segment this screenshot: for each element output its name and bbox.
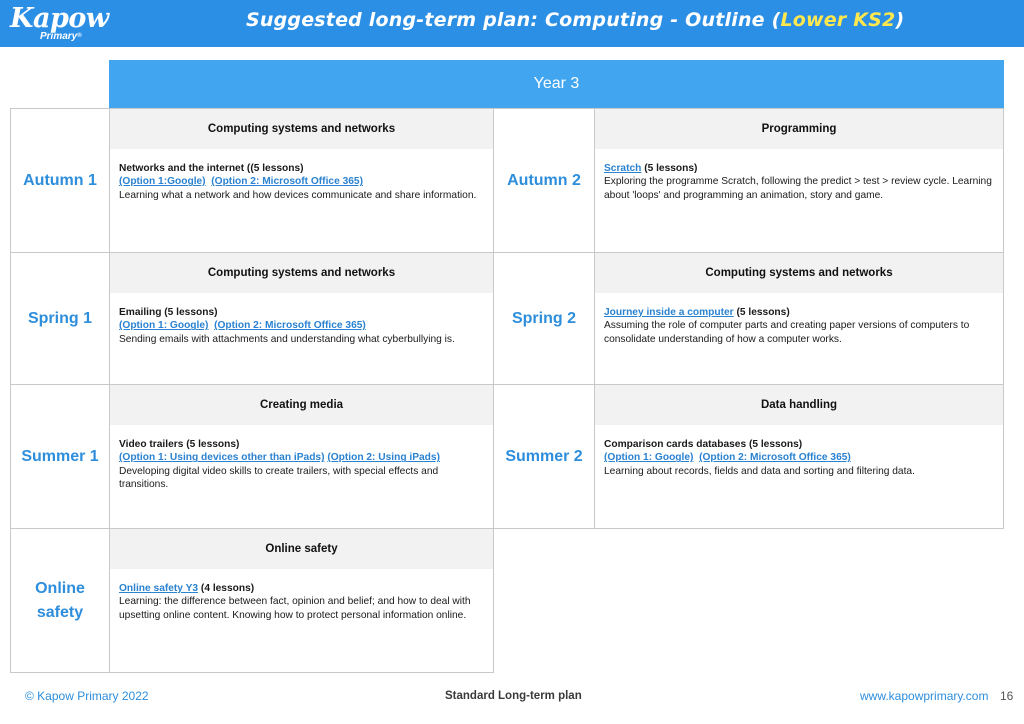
- term-summer-1: Summer 1: [10, 384, 110, 529]
- option-2-link[interactable]: (Option 2: Using iPads): [327, 452, 440, 464]
- unit-cell-summer-1: [109, 384, 494, 529]
- unit-cell-online-safety: [109, 528, 494, 673]
- unit-description: Learning: the difference between fact, opinion and belief; and how to deal with upsetting online content. Knowing how to protect personal information online.: [119, 596, 471, 621]
- unit-details: Journey inside a computer (5 lessons) Assuming the role of computer parts and creating paper versions of computers to consolidate understanding of how a computer works.: [595, 293, 1003, 346]
- unit-details: [595, 425, 1003, 478]
- unit-description: Learning about records, fields and data and sorting and filtering data.: [604, 465, 915, 477]
- unit-details: Scratch (5 lessons) Exploring the programme Scratch, following the predict > test > review cycle. Learning about 'loops' and programming an animation, story and game.: [595, 149, 1003, 202]
- strand-heading: Creating media: [110, 385, 493, 425]
- unit-cell-autumn-2: [594, 108, 1004, 253]
- term-autumn-2: Autumn 2: [493, 108, 595, 253]
- option-1-link[interactable]: (Option 1: Using devices other than iPads): [119, 452, 325, 464]
- strand-heading: Computing systems and networks: [110, 253, 493, 293]
- strand-heading: Online safety: [110, 529, 493, 569]
- unit-description: Assuming the role of computer parts and creating paper versions of computers to consolidate understanding of how a computer works.: [604, 320, 970, 345]
- footer-website-link[interactable]: www.kapowprimary.com: [860, 689, 989, 703]
- unit-details: [110, 149, 493, 202]
- unit-description: Exploring the programme Scratch, following the predict > test > review cycle. Learning about 'loops' and programming an animation, story and game.: [604, 176, 992, 201]
- unit-description: Developing digital video skills to create trailers, with special effects and transitions.: [119, 465, 439, 491]
- term-summer-2: Summer 2: [493, 384, 595, 529]
- unit-details: [110, 425, 493, 492]
- strand-heading: Programming: [595, 109, 1003, 149]
- option-1-link[interactable]: (Option 1:Google): [119, 176, 206, 188]
- unit-link[interactable]: Journey inside a computer: [604, 307, 734, 318]
- unit-link[interactable]: Online safety Y3: [119, 583, 199, 594]
- kapow-logo[interactable]: [10, 3, 109, 44]
- option-2-link[interactable]: (Option 2: Microsoft Office 365): [214, 320, 366, 332]
- unit-title: Comparison cards databases (5 lessons): [604, 439, 803, 450]
- unit-link[interactable]: Scratch: [604, 163, 642, 174]
- unit-details: [110, 293, 493, 346]
- unit-cell-autumn-1: [109, 108, 494, 253]
- option-2-link[interactable]: (Option 2: Microsoft Office 365): [211, 176, 363, 188]
- term-spring-2: Spring 2: [493, 252, 595, 385]
- term-spring-1: Spring 1: [10, 252, 110, 385]
- term-autumn-1: Autumn 1: [10, 108, 110, 253]
- option-2-link[interactable]: (Option 2: Microsoft Office 365): [699, 452, 851, 464]
- strand-heading: Data handling: [595, 385, 1003, 425]
- header-bar: [0, 0, 1024, 47]
- footer-document-name: Standard Long-term plan: [445, 690, 582, 702]
- strand-heading: Computing systems and networks: [110, 109, 493, 149]
- page-title: Suggested long-term plan: Computing - Outline (Lower KS2): [246, 9, 905, 31]
- unit-details: Online safety Y3 (4 lessons) Learning: the difference between fact, opinion and belief; and how to deal with upsetting online content. Knowing how to protect personal information online.: [110, 569, 493, 622]
- year-heading: Year 3: [109, 60, 1004, 108]
- unit-cell-spring-2: [594, 252, 1004, 385]
- unit-description: Learning what a network and how devices communicate and share information.: [119, 189, 477, 201]
- unit-description: Sending emails with attachments and understanding what cyberbullying is.: [119, 333, 455, 345]
- key-stage-highlight: Lower KS2: [780, 9, 896, 31]
- page-number: 16: [1000, 689, 1014, 703]
- strand-heading: Computing systems and networks: [595, 253, 1003, 293]
- logo-wordmark: Kapow: [10, 3, 109, 34]
- unit-title: Emailing (5 lessons): [119, 307, 218, 318]
- unit-cell-summer-2: [594, 384, 1004, 529]
- option-1-link[interactable]: (Option 1: Google): [119, 320, 209, 332]
- term-online-safety: Online safety: [10, 528, 110, 673]
- unit-title: Networks and the internet ((5 lessons): [119, 163, 304, 174]
- unit-title: Video trailers (5 lessons): [119, 439, 240, 450]
- logo-subtitle: Primary®: [40, 31, 82, 42]
- unit-cell-spring-1: [109, 252, 494, 385]
- option-1-link[interactable]: (Option 1: Google): [604, 452, 694, 464]
- footer-copyright: © Kapow Primary 2022: [25, 689, 149, 703]
